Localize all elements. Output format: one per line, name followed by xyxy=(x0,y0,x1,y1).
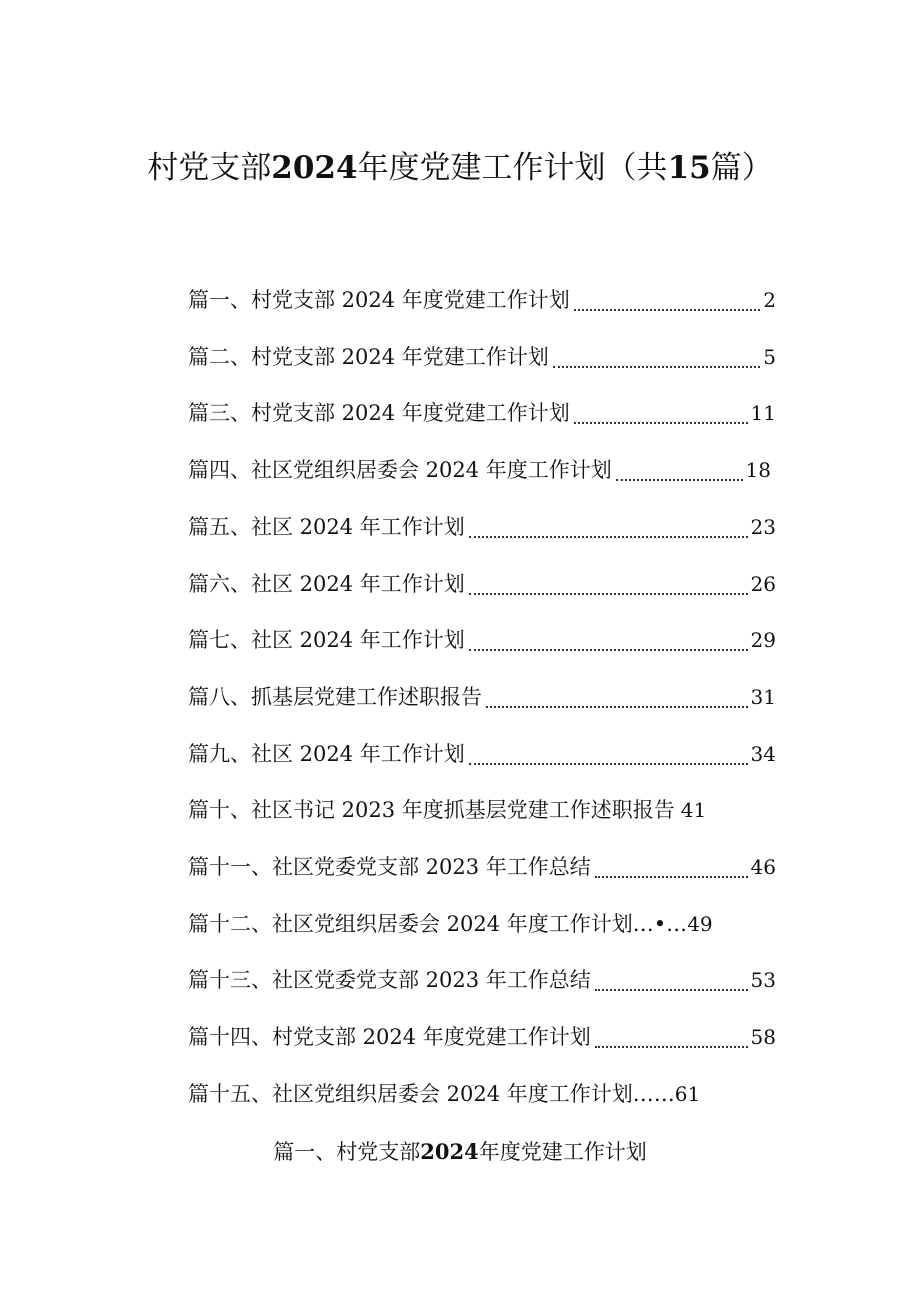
toc-entry-page: 11 xyxy=(750,401,776,425)
toc-entry[interactable] xyxy=(188,564,776,604)
title-year: 2024 xyxy=(271,150,358,186)
toc-entry-page: 29 xyxy=(750,628,776,652)
section-heading xyxy=(0,1132,920,1172)
toc-entry-page: 58 xyxy=(750,1025,776,1049)
toc-leader-dots xyxy=(574,422,748,424)
toc-entry-page: 41 xyxy=(680,798,707,822)
toc-entry-label: 篇六、社区 2024 年工作计划 xyxy=(188,572,465,596)
toc-entry[interactable] xyxy=(188,507,776,547)
toc-leader-dots xyxy=(553,366,760,368)
toc-entry-page: 49 xyxy=(687,912,713,936)
toc-entry-label: 篇四、社区党组织居委会 2024 年度工作计划 xyxy=(188,458,612,482)
toc-entry[interactable] xyxy=(188,847,776,887)
toc-leader-dots xyxy=(616,479,743,481)
toc-entry-label: 篇十一、社区党委党支部 2023 年工作总结 xyxy=(188,855,591,879)
toc-entry-page: 23 xyxy=(750,515,776,539)
toc-entry[interactable] xyxy=(188,960,776,1000)
toc-entry-label: 篇八、抓基层党建工作述职报告 xyxy=(188,685,482,709)
toc-entry-label: 篇三、村党支部 2024 年度党建工作计划 xyxy=(188,401,570,425)
toc-entry-page: 53 xyxy=(750,968,776,992)
title-end: 篇） xyxy=(710,150,773,186)
toc-entry-label: 篇十五、社区党组织居委会 2024 年度工作计划…… xyxy=(188,1082,675,1106)
toc-leader-dots xyxy=(469,536,748,538)
document-title xyxy=(0,144,920,192)
toc-entry-label: 篇一、村党支部 2024 年度党建工作计划 xyxy=(188,288,570,312)
toc-entry[interactable] xyxy=(188,280,776,320)
toc-leader-dots xyxy=(469,649,748,651)
toc-entry[interactable] xyxy=(188,1017,776,1057)
toc-leader-dots xyxy=(595,1046,748,1048)
toc-entry[interactable] xyxy=(188,337,776,377)
toc-entry-label: 篇七、社区 2024 年工作计划 xyxy=(188,628,465,652)
toc-leader-dots xyxy=(574,309,760,311)
toc-entry[interactable] xyxy=(188,734,776,774)
title-suffix: 年度党建工作计划（共 xyxy=(357,150,668,186)
section-heading-year: 2024 xyxy=(420,1139,479,1164)
toc-leader-dots xyxy=(595,876,748,878)
toc-entry-label: 篇十四、村党支部 2024 年度党建工作计划 xyxy=(188,1025,591,1049)
toc-entry-page: 61 xyxy=(674,1082,701,1106)
section-heading-suffix: 年度党建工作计划 xyxy=(478,1140,647,1164)
toc-entry-page: 5 xyxy=(763,345,776,369)
toc-entry-page: 31 xyxy=(750,685,776,709)
toc-entry-label: 篇二、村党支部 2024 年党建工作计划 xyxy=(188,345,549,369)
toc-entry-page: 26 xyxy=(750,572,776,596)
toc-entry-page: 34 xyxy=(750,742,776,766)
toc-entry[interactable] xyxy=(188,450,771,490)
toc-entry-label: 篇五、社区 2024 年工作计划 xyxy=(188,515,465,539)
toc-entry[interactable] xyxy=(188,393,776,433)
toc-entry-page: 2 xyxy=(763,288,776,312)
toc-leader-dots xyxy=(486,706,748,708)
title-count: 15 xyxy=(667,150,711,186)
toc-entry-label: 篇九、社区 2024 年工作计划 xyxy=(188,742,465,766)
toc-entry-page: 18 xyxy=(745,458,771,482)
toc-entry-label: 篇十二、社区党组织居委会 2024 年度工作计划…•… xyxy=(188,912,688,936)
toc-entry-label: 篇十、社区书记 2023 年度抓基层党建工作述职报告 xyxy=(188,798,675,822)
toc-entry[interactable] xyxy=(188,620,776,660)
toc-entry-page: 46 xyxy=(750,855,776,879)
toc-entry-label: 篇十三、社区党委党支部 2023 年工作总结 xyxy=(188,968,591,992)
toc-entry[interactable] xyxy=(188,1074,700,1114)
toc-leader-dots xyxy=(469,593,748,595)
toc-leader-dots xyxy=(469,763,748,765)
section-heading-prefix: 篇一、村党支部 xyxy=(273,1140,421,1164)
toc-entry[interactable] xyxy=(188,790,706,830)
toc-entry[interactable] xyxy=(188,904,713,944)
title-prefix: 村党支部 xyxy=(147,150,272,186)
toc-leader-dots xyxy=(595,989,748,991)
toc-entry[interactable] xyxy=(188,677,776,717)
